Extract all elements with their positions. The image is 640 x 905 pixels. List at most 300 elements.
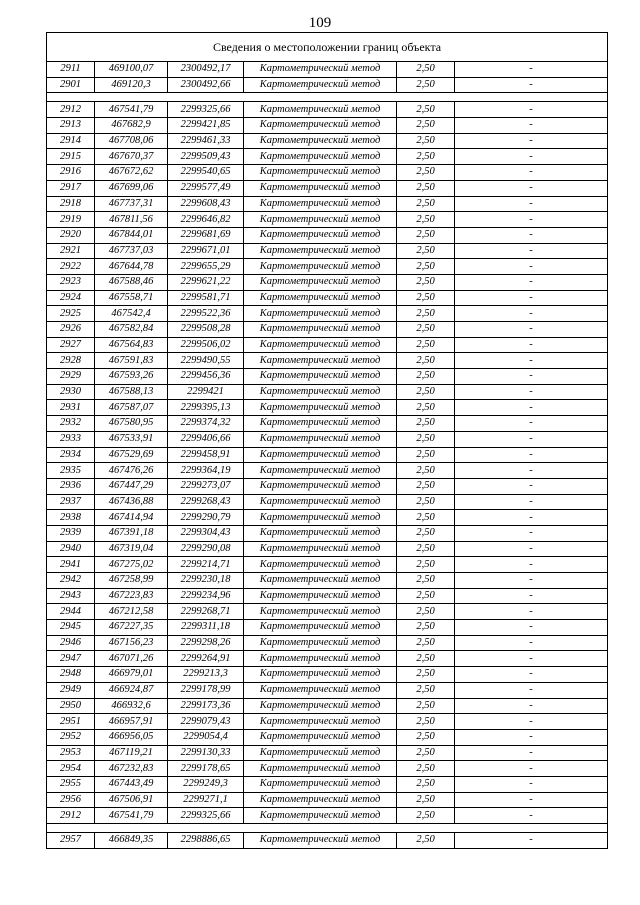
- note-cell: -: [455, 776, 608, 792]
- coord-x-cell: 467414,94: [95, 510, 168, 526]
- note-cell: -: [455, 322, 608, 338]
- point-number-cell: 2955: [47, 776, 95, 792]
- point-number-cell: 2912: [47, 102, 95, 118]
- table-row: [47, 180, 608, 196]
- note-cell: -: [455, 180, 608, 196]
- coord-x-cell: 467670,37: [95, 149, 168, 165]
- table-row: [47, 274, 608, 290]
- coord-x-cell: 467564,83: [95, 337, 168, 353]
- coord-y-cell: 2299271,1: [168, 792, 244, 808]
- method-cell: Картометрический метод: [244, 573, 397, 589]
- coord-x-cell: 467588,13: [95, 384, 168, 400]
- coord-x-cell: 467591,83: [95, 353, 168, 369]
- coord-x-cell: 467672,62: [95, 165, 168, 181]
- table-row: [47, 431, 608, 447]
- note-cell: -: [455, 274, 608, 290]
- coord-y-cell: 2299490,55: [168, 353, 244, 369]
- table-row: [47, 833, 608, 849]
- coord-y-cell: 2299268,71: [168, 604, 244, 620]
- accuracy-cell: 2,50: [397, 77, 455, 93]
- coord-y-cell: 2299264,91: [168, 651, 244, 667]
- coord-x-cell: 466956,05: [95, 729, 168, 745]
- accuracy-cell: 2,50: [397, 494, 455, 510]
- note-cell: -: [455, 118, 608, 134]
- table-row: [47, 463, 608, 479]
- table-row: [47, 369, 608, 385]
- point-number-cell: 2940: [47, 541, 95, 557]
- accuracy-cell: 2,50: [397, 369, 455, 385]
- point-number-cell: 2911: [47, 62, 95, 78]
- method-cell: Картометрический метод: [244, 353, 397, 369]
- point-number-cell: 2953: [47, 745, 95, 761]
- accuracy-cell: 2,50: [397, 761, 455, 777]
- coord-y-cell: 2299577,49: [168, 180, 244, 196]
- table-row: [47, 416, 608, 432]
- method-cell: Картометрический метод: [244, 102, 397, 118]
- table-row: [47, 337, 608, 353]
- coord-x-cell: 467232,83: [95, 761, 168, 777]
- point-number-cell: 2917: [47, 180, 95, 196]
- accuracy-cell: 2,50: [397, 698, 455, 714]
- table-row: [47, 212, 608, 228]
- accuracy-cell: 2,50: [397, 729, 455, 745]
- table-row: [47, 400, 608, 416]
- note-cell: -: [455, 290, 608, 306]
- point-number-cell: 2950: [47, 698, 95, 714]
- coord-y-cell: 2300492,66: [168, 77, 244, 93]
- table-row: [47, 588, 608, 604]
- note-cell: -: [455, 635, 608, 651]
- accuracy-cell: 2,50: [397, 776, 455, 792]
- table-row: [47, 290, 608, 306]
- coord-y-cell: 2299406,66: [168, 431, 244, 447]
- method-cell: Картометрический метод: [244, 416, 397, 432]
- coord-x-cell: 467506,91: [95, 792, 168, 808]
- table-row: [47, 573, 608, 589]
- coord-x-cell: 467212,58: [95, 604, 168, 620]
- coord-x-cell: 467541,79: [95, 102, 168, 118]
- coord-y-cell: 2299325,66: [168, 102, 244, 118]
- note-cell: -: [455, 792, 608, 808]
- accuracy-cell: 2,50: [397, 588, 455, 604]
- accuracy-cell: 2,50: [397, 62, 455, 78]
- note-cell: -: [455, 745, 608, 761]
- point-number-cell: 2957: [47, 833, 95, 849]
- note-cell: -: [455, 573, 608, 589]
- coord-x-cell: 467541,79: [95, 808, 168, 824]
- coord-y-cell: 2299655,29: [168, 259, 244, 275]
- point-number-cell: 2912: [47, 808, 95, 824]
- coord-x-cell: 469100,07: [95, 62, 168, 78]
- note-cell: -: [455, 431, 608, 447]
- coord-y-cell: 2299621,22: [168, 274, 244, 290]
- coord-x-cell: 467436,88: [95, 494, 168, 510]
- note-cell: -: [455, 400, 608, 416]
- coord-x-cell: 467476,26: [95, 463, 168, 479]
- table-row: [47, 745, 608, 761]
- method-cell: Картометрический метод: [244, 196, 397, 212]
- note-cell: -: [455, 494, 608, 510]
- group-separator: [47, 824, 608, 833]
- method-cell: Картометрический метод: [244, 259, 397, 275]
- accuracy-cell: 2,50: [397, 243, 455, 259]
- coord-y-cell: 2299522,36: [168, 306, 244, 322]
- point-number-cell: 2956: [47, 792, 95, 808]
- coord-y-cell: 2299461,33: [168, 133, 244, 149]
- method-cell: Картометрический метод: [244, 588, 397, 604]
- table-row: [47, 227, 608, 243]
- note-cell: -: [455, 149, 608, 165]
- table-row: [47, 729, 608, 745]
- method-cell: Картометрический метод: [244, 833, 397, 849]
- note-cell: -: [455, 833, 608, 849]
- note-cell: -: [455, 510, 608, 526]
- method-cell: Картометрический метод: [244, 761, 397, 777]
- note-cell: -: [455, 196, 608, 212]
- accuracy-cell: 2,50: [397, 478, 455, 494]
- accuracy-cell: 2,50: [397, 290, 455, 306]
- note-cell: -: [455, 165, 608, 181]
- note-cell: -: [455, 102, 608, 118]
- point-number-cell: 2915: [47, 149, 95, 165]
- coord-y-cell: 2299540,65: [168, 165, 244, 181]
- method-cell: Картометрический метод: [244, 525, 397, 541]
- method-cell: Картометрический метод: [244, 274, 397, 290]
- note-cell: -: [455, 651, 608, 667]
- accuracy-cell: 2,50: [397, 196, 455, 212]
- note-cell: -: [455, 761, 608, 777]
- table-row: [47, 651, 608, 667]
- accuracy-cell: 2,50: [397, 353, 455, 369]
- point-number-cell: 2918: [47, 196, 95, 212]
- table-row: [47, 259, 608, 275]
- coord-y-cell: 2299325,66: [168, 808, 244, 824]
- coord-x-cell: 466979,01: [95, 667, 168, 683]
- note-cell: -: [455, 369, 608, 385]
- note-cell: -: [455, 698, 608, 714]
- method-cell: Картометрический метод: [244, 682, 397, 698]
- table-row: [47, 447, 608, 463]
- coord-x-cell: 467588,46: [95, 274, 168, 290]
- boundary-table: [46, 32, 608, 849]
- method-cell: Картометрический метод: [244, 557, 397, 573]
- method-cell: Картометрический метод: [244, 745, 397, 761]
- coord-x-cell: 467644,78: [95, 259, 168, 275]
- table-row: [47, 494, 608, 510]
- table-row: [47, 557, 608, 573]
- point-number-cell: 2927: [47, 337, 95, 353]
- coord-y-cell: 2299234,96: [168, 588, 244, 604]
- coord-y-cell: 2299671,01: [168, 243, 244, 259]
- coord-y-cell: 2299290,79: [168, 510, 244, 526]
- method-cell: Картометрический метод: [244, 792, 397, 808]
- table-row: [47, 667, 608, 683]
- method-cell: Картометрический метод: [244, 463, 397, 479]
- coord-y-cell: 2299214,71: [168, 557, 244, 573]
- note-cell: -: [455, 682, 608, 698]
- accuracy-cell: 2,50: [397, 510, 455, 526]
- coord-x-cell: 467699,06: [95, 180, 168, 196]
- accuracy-cell: 2,50: [397, 557, 455, 573]
- note-cell: -: [455, 447, 608, 463]
- table-row: [47, 118, 608, 134]
- coord-y-cell: 2299298,26: [168, 635, 244, 651]
- point-number-cell: 2913: [47, 118, 95, 134]
- table-row: [47, 102, 608, 118]
- accuracy-cell: 2,50: [397, 337, 455, 353]
- coord-y-cell: 2299506,02: [168, 337, 244, 353]
- method-cell: Картометрический метод: [244, 651, 397, 667]
- point-number-cell: 2921: [47, 243, 95, 259]
- method-cell: Картометрический метод: [244, 337, 397, 353]
- accuracy-cell: 2,50: [397, 651, 455, 667]
- method-cell: Картометрический метод: [244, 510, 397, 526]
- coord-x-cell: 467227,35: [95, 620, 168, 636]
- coord-x-cell: 467119,21: [95, 745, 168, 761]
- table-row: [47, 62, 608, 78]
- table-row: [47, 714, 608, 730]
- method-cell: Картометрический метод: [244, 306, 397, 322]
- coord-x-cell: 466957,91: [95, 714, 168, 730]
- method-cell: Картометрический метод: [244, 369, 397, 385]
- coord-y-cell: 2299290,08: [168, 541, 244, 557]
- coord-x-cell: 469120,3: [95, 77, 168, 93]
- coord-y-cell: 2299311,18: [168, 620, 244, 636]
- accuracy-cell: 2,50: [397, 212, 455, 228]
- accuracy-cell: 2,50: [397, 745, 455, 761]
- coord-x-cell: 467737,31: [95, 196, 168, 212]
- method-cell: Картометрический метод: [244, 400, 397, 416]
- coord-x-cell: 467275,02: [95, 557, 168, 573]
- note-cell: -: [455, 416, 608, 432]
- coord-y-cell: 2300492,17: [168, 62, 244, 78]
- table-title-row: [47, 33, 608, 62]
- point-number-cell: 2945: [47, 620, 95, 636]
- table-row: [47, 196, 608, 212]
- table-row: [47, 133, 608, 149]
- table-row: [47, 604, 608, 620]
- method-cell: Картометрический метод: [244, 604, 397, 620]
- method-cell: Картометрический метод: [244, 62, 397, 78]
- table-title: Сведения о местоположении границ объекта: [47, 33, 608, 62]
- coord-y-cell: 2299178,65: [168, 761, 244, 777]
- note-cell: -: [455, 588, 608, 604]
- point-number-cell: 2920: [47, 227, 95, 243]
- table-row: [47, 620, 608, 636]
- coord-x-cell: 467223,83: [95, 588, 168, 604]
- accuracy-cell: 2,50: [397, 714, 455, 730]
- note-cell: -: [455, 353, 608, 369]
- table-row: [47, 761, 608, 777]
- coord-y-cell: 2299213,3: [168, 667, 244, 683]
- coord-y-cell: 2299054,4: [168, 729, 244, 745]
- accuracy-cell: 2,50: [397, 573, 455, 589]
- coord-x-cell: 467529,69: [95, 447, 168, 463]
- coord-x-cell: 467558,71: [95, 290, 168, 306]
- method-cell: Картометрический метод: [244, 541, 397, 557]
- note-cell: -: [455, 714, 608, 730]
- coord-y-cell: 2299421: [168, 384, 244, 400]
- point-number-cell: 2929: [47, 369, 95, 385]
- coord-y-cell: 2299304,43: [168, 525, 244, 541]
- note-cell: -: [455, 557, 608, 573]
- accuracy-cell: 2,50: [397, 180, 455, 196]
- coord-y-cell: 2299178,99: [168, 682, 244, 698]
- coord-x-cell: 467542,4: [95, 306, 168, 322]
- accuracy-cell: 2,50: [397, 667, 455, 683]
- method-cell: Картометрический метод: [244, 447, 397, 463]
- table-row: [47, 776, 608, 792]
- note-cell: -: [455, 212, 608, 228]
- accuracy-cell: 2,50: [397, 118, 455, 134]
- note-cell: -: [455, 227, 608, 243]
- point-number-cell: 2937: [47, 494, 95, 510]
- coord-x-cell: 466924,87: [95, 682, 168, 698]
- method-cell: Картометрический метод: [244, 667, 397, 683]
- point-number-cell: 2930: [47, 384, 95, 400]
- point-number-cell: 2949: [47, 682, 95, 698]
- table-row: [47, 478, 608, 494]
- point-number-cell: 2941: [47, 557, 95, 573]
- coord-x-cell: 467580,95: [95, 416, 168, 432]
- point-number-cell: 2948: [47, 667, 95, 683]
- coord-x-cell: 466849,35: [95, 833, 168, 849]
- coord-y-cell: 2299249,3: [168, 776, 244, 792]
- method-cell: Картометрический метод: [244, 776, 397, 792]
- point-number-cell: 2916: [47, 165, 95, 181]
- point-number-cell: 2951: [47, 714, 95, 730]
- coord-y-cell: 2299458,91: [168, 447, 244, 463]
- point-number-cell: 2936: [47, 478, 95, 494]
- coord-x-cell: 467593,26: [95, 369, 168, 385]
- note-cell: -: [455, 133, 608, 149]
- method-cell: Картометрический метод: [244, 77, 397, 93]
- point-number-cell: 2946: [47, 635, 95, 651]
- method-cell: Картометрический метод: [244, 384, 397, 400]
- point-number-cell: 2901: [47, 77, 95, 93]
- accuracy-cell: 2,50: [397, 227, 455, 243]
- method-cell: Картометрический метод: [244, 165, 397, 181]
- coord-y-cell: 2298886,65: [168, 833, 244, 849]
- method-cell: Картометрический метод: [244, 180, 397, 196]
- table-row: [47, 525, 608, 541]
- note-cell: -: [455, 77, 608, 93]
- point-number-cell: 2914: [47, 133, 95, 149]
- coord-y-cell: 2299509,43: [168, 149, 244, 165]
- point-number-cell: 2926: [47, 322, 95, 338]
- table-row: [47, 682, 608, 698]
- note-cell: -: [455, 541, 608, 557]
- method-cell: Картометрический метод: [244, 290, 397, 306]
- method-cell: Картометрический метод: [244, 227, 397, 243]
- coord-y-cell: 2299581,71: [168, 290, 244, 306]
- point-number-cell: 2932: [47, 416, 95, 432]
- method-cell: Картометрический метод: [244, 212, 397, 228]
- note-cell: -: [455, 808, 608, 824]
- point-number-cell: 2925: [47, 306, 95, 322]
- point-number-cell: 2934: [47, 447, 95, 463]
- method-cell: Картометрический метод: [244, 494, 397, 510]
- method-cell: Картометрический метод: [244, 133, 397, 149]
- table-row: [47, 353, 608, 369]
- coord-x-cell: 467844,01: [95, 227, 168, 243]
- coord-y-cell: 2299421,85: [168, 118, 244, 134]
- method-cell: Картометрический метод: [244, 118, 397, 134]
- note-cell: -: [455, 525, 608, 541]
- note-cell: -: [455, 667, 608, 683]
- group-separator-row: [47, 824, 608, 833]
- accuracy-cell: 2,50: [397, 322, 455, 338]
- group-separator-row: [47, 93, 608, 102]
- coord-y-cell: 2299268,43: [168, 494, 244, 510]
- table-row: [47, 306, 608, 322]
- point-number-cell: 2954: [47, 761, 95, 777]
- table-row: [47, 792, 608, 808]
- accuracy-cell: 2,50: [397, 682, 455, 698]
- coord-x-cell: 467156,23: [95, 635, 168, 651]
- group-separator: [47, 93, 608, 102]
- table-row: [47, 510, 608, 526]
- point-number-cell: 2947: [47, 651, 95, 667]
- point-number-cell: 2935: [47, 463, 95, 479]
- coord-x-cell: 467811,56: [95, 212, 168, 228]
- coord-y-cell: 2299395,13: [168, 400, 244, 416]
- point-number-cell: 2942: [47, 573, 95, 589]
- coord-x-cell: 467071,26: [95, 651, 168, 667]
- point-number-cell: 2944: [47, 604, 95, 620]
- point-number-cell: 2938: [47, 510, 95, 526]
- accuracy-cell: 2,50: [397, 133, 455, 149]
- table-row: [47, 808, 608, 824]
- point-number-cell: 2922: [47, 259, 95, 275]
- table-row: [47, 149, 608, 165]
- coord-x-cell: 467391,18: [95, 525, 168, 541]
- coord-x-cell: 467587,07: [95, 400, 168, 416]
- coord-y-cell: 2299681,69: [168, 227, 244, 243]
- coord-x-cell: 467582,84: [95, 322, 168, 338]
- point-number-cell: 2919: [47, 212, 95, 228]
- accuracy-cell: 2,50: [397, 635, 455, 651]
- method-cell: Картометрический метод: [244, 431, 397, 447]
- point-number-cell: 2939: [47, 525, 95, 541]
- coord-x-cell: 467682,9: [95, 118, 168, 134]
- coord-y-cell: 2299374,32: [168, 416, 244, 432]
- table-row: [47, 243, 608, 259]
- coord-y-cell: 2299230,18: [168, 573, 244, 589]
- point-number-cell: 2924: [47, 290, 95, 306]
- coord-x-cell: 466932,6: [95, 698, 168, 714]
- coord-y-cell: 2299130,33: [168, 745, 244, 761]
- note-cell: -: [455, 478, 608, 494]
- coord-x-cell: 467447,29: [95, 478, 168, 494]
- accuracy-cell: 2,50: [397, 165, 455, 181]
- accuracy-cell: 2,50: [397, 400, 455, 416]
- note-cell: -: [455, 604, 608, 620]
- point-number-cell: 2952: [47, 729, 95, 745]
- method-cell: Картометрический метод: [244, 478, 397, 494]
- method-cell: Картометрический метод: [244, 729, 397, 745]
- accuracy-cell: 2,50: [397, 274, 455, 290]
- table-row: [47, 165, 608, 181]
- coord-x-cell: 467533,91: [95, 431, 168, 447]
- note-cell: -: [455, 620, 608, 636]
- coord-y-cell: 2299456,36: [168, 369, 244, 385]
- coord-y-cell: 2299173,36: [168, 698, 244, 714]
- method-cell: Картометрический метод: [244, 808, 397, 824]
- coord-x-cell: 467258,99: [95, 573, 168, 589]
- accuracy-cell: 2,50: [397, 102, 455, 118]
- note-cell: -: [455, 306, 608, 322]
